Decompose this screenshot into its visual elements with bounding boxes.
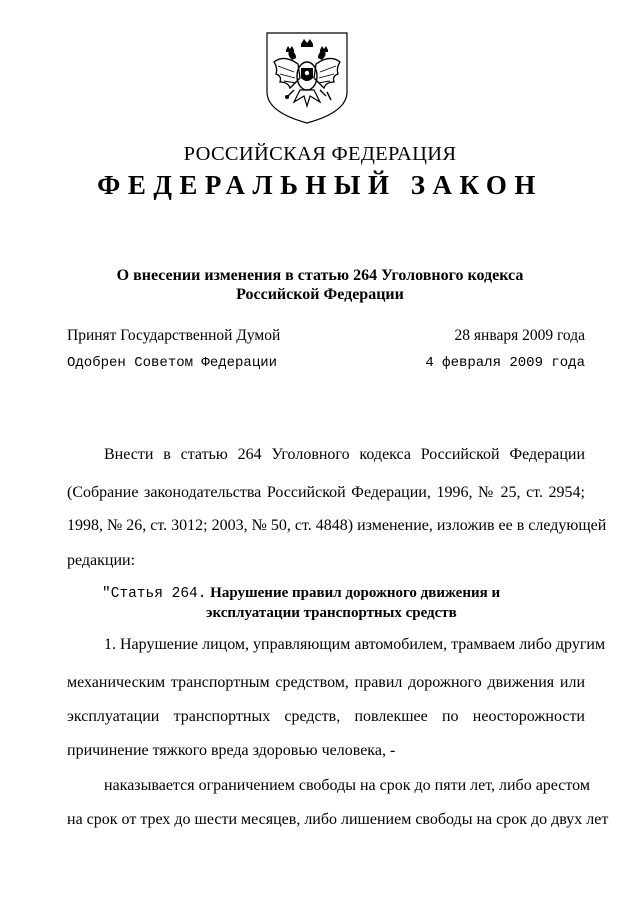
subject-line-2: Российской Федерации: [236, 286, 404, 303]
document-type-title: ФЕДЕРАЛЬНЫЙ ЗАКОН: [97, 170, 543, 200]
law-subject-title: [0, 266, 640, 304]
duma-adoption-label: Принят Государственной Думой: [67, 327, 281, 344]
intro-line-1: Внести в статью 264 Уголовного кодекса Российской Федерации: [104, 446, 585, 463]
part1-line-3: эксплуатации транспортных средств, повлекшее по неосторожности: [67, 708, 585, 725]
article-title-line-1: Нарушение правил дорожного движения и: [210, 585, 501, 601]
council-approval-label: Одобрен Советом Федерации: [67, 355, 278, 371]
part1-line-4: причинение тяжкого вреда здоровью человека, -: [67, 742, 396, 759]
subject-line-1: О внесении изменения в статью 264 Уголовного кодекса: [116, 267, 524, 284]
article-title-line-2: эксплуатации транспортных средств: [206, 605, 457, 621]
article-number-label: "Статья 264.: [102, 586, 207, 602]
intro-line-3: 1998, № 26, ст. 3012; 2003, № 50, ст. 4848) изменение, изложив ее в следующей: [67, 517, 607, 534]
adoption-row-council: [67, 355, 585, 371]
article-heading: [102, 584, 500, 623]
part1-line-2: механическим транспортным средством, правил дорожного движения или: [67, 674, 585, 691]
coat-of-arms-emblem: [264, 30, 350, 126]
penalty-line-2: на срок от трех до шести месяцев, либо лишением свободы на срок до двух лет: [67, 811, 609, 828]
country-heading: РОССИЙСКАЯ ФЕДЕРАЦИЯ: [183, 143, 457, 165]
council-approval-date: 4 февраля 2009 года: [425, 355, 585, 371]
adoption-row-duma: [67, 327, 585, 345]
penalty-line-1: наказывается ограничением свободы на срок до пяти лет, либо арестом: [104, 777, 590, 794]
intro-line-2: (Собрание законодательства Российской Федерации, 1996, № 25, ст. 2954;: [67, 484, 585, 501]
intro-line-4: редакции:: [67, 552, 136, 569]
part1-line-1: 1. Нарушение лицом, управляющим автомобилем, трамваем либо другим: [104, 636, 606, 653]
duma-adoption-date: 28 января 2009 года: [454, 327, 585, 344]
